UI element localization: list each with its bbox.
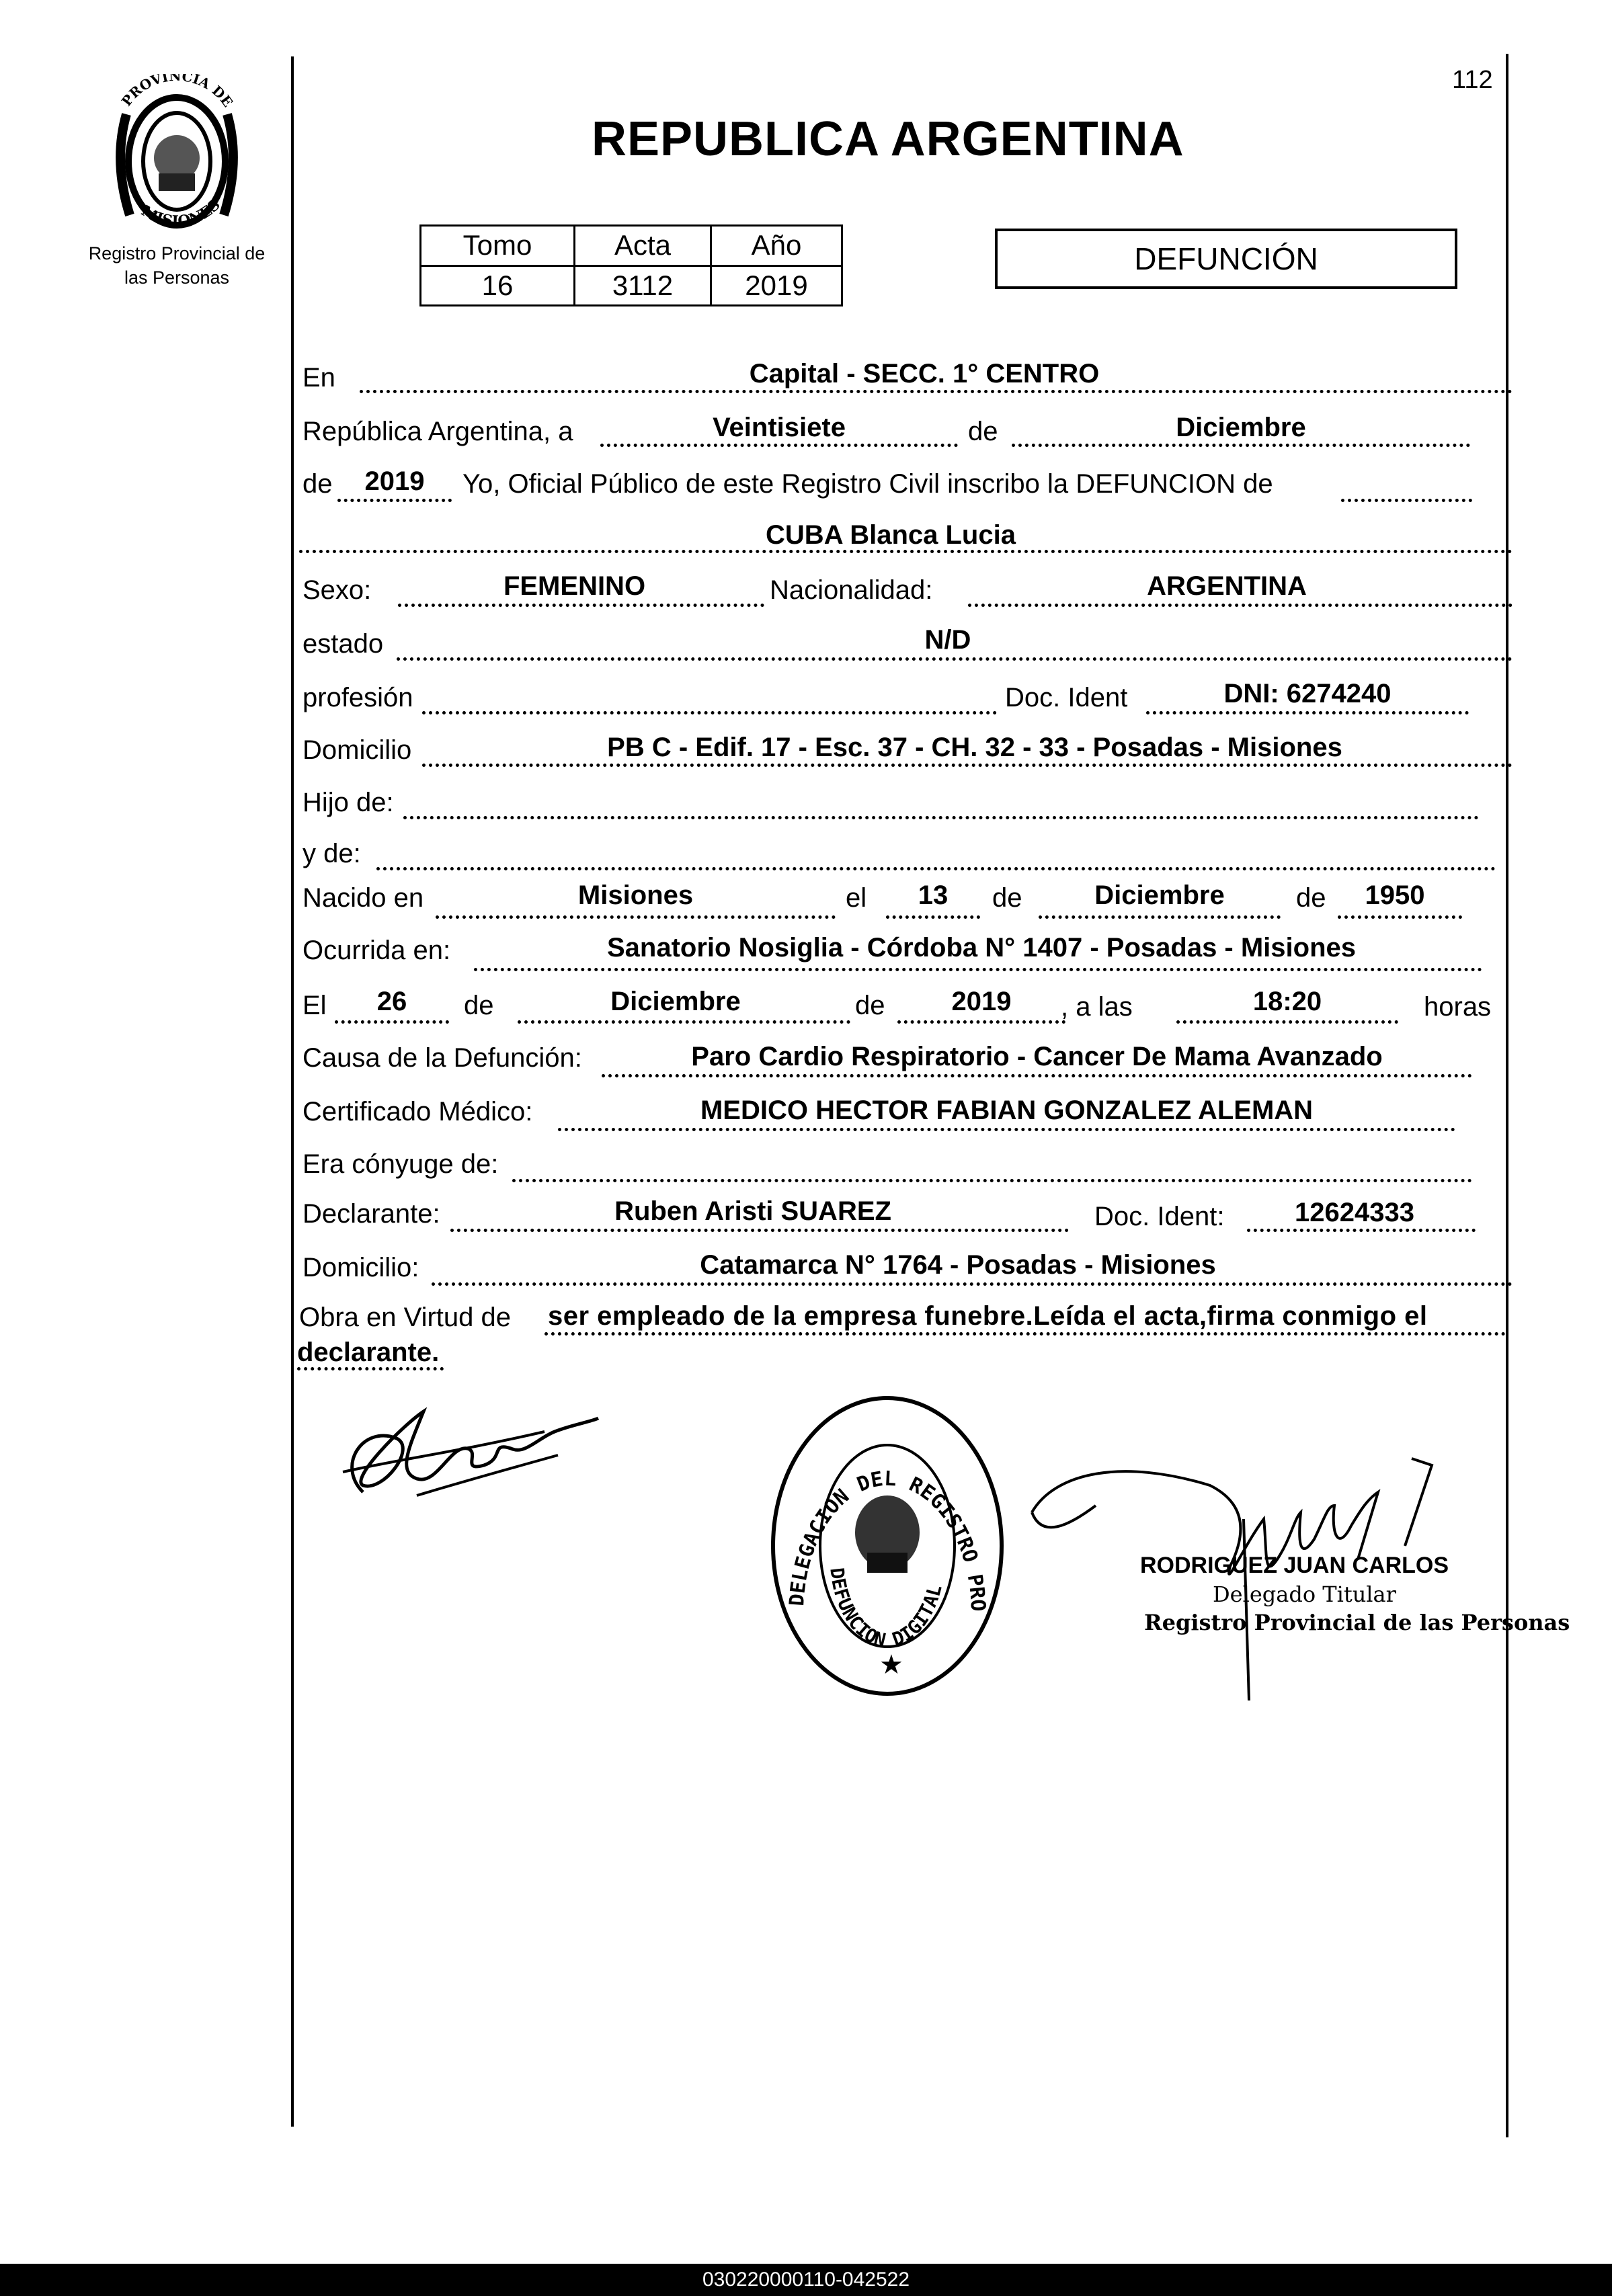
dotted-line: [474, 968, 1482, 971]
dotted-line: [897, 1020, 1065, 1024]
def-mes-value: Diciembre: [610, 987, 741, 1016]
volume-table: [419, 224, 843, 306]
dotted-line: [886, 915, 980, 919]
de-label: de: [1296, 883, 1326, 913]
domicilio2-value: Catamarca N° 1764 - Posadas - Misiones: [700, 1250, 1216, 1280]
svg-text:PROVINCIA DE: PROVINCIA DE: [118, 74, 237, 110]
causa-label: Causa de la Defunción:: [303, 1043, 582, 1073]
svg-text:MISIONES: MISIONES: [138, 196, 224, 231]
official-title: Delegado Titular: [1213, 1582, 1396, 1607]
sexo-value: FEMENINO: [503, 571, 646, 601]
dotted-line: [436, 915, 836, 919]
dotted-line: [1012, 444, 1470, 447]
hora-value: 18:20: [1252, 987, 1322, 1016]
el-fecha-label: El: [303, 991, 327, 1020]
horas-label: horas: [1424, 992, 1492, 1022]
dotted-line: [360, 390, 1513, 393]
oficial-text: Yo, Oficial Público de este Registro Civil inscribo la DEFUNCION de: [462, 469, 1273, 499]
dotted-line: [545, 1332, 1506, 1336]
province-logo: [99, 74, 254, 235]
lugar-value: Capital - SECC. 1° CENTRO: [749, 359, 1100, 388]
conyuge-label: Era cónyuge de:: [303, 1149, 499, 1179]
dotted-line: [422, 711, 997, 714]
dotted-line: [397, 657, 1513, 661]
sexo-label: Sexo:: [303, 575, 372, 605]
a-las-label: , a las: [1061, 992, 1133, 1022]
declarant-signature: [323, 1385, 605, 1519]
official-name: RODRIGUEZ JUAN CARLOS: [1140, 1553, 1449, 1578]
ocurrida-value: Sanatorio Nosiglia - Córdoba N° 1407 - Posadas - Misiones: [606, 933, 1357, 962]
def-dia-value: 26: [376, 987, 407, 1016]
table-header-cell: Acta: [575, 226, 711, 266]
dotted-line: [558, 1128, 1455, 1131]
dotted-line: [398, 604, 764, 607]
domicilio2-label: Domicilio:: [303, 1253, 419, 1282]
dotted-line: [1146, 711, 1469, 714]
hijo-label: Hijo de:: [303, 788, 394, 817]
anio-acta-value: 2019: [364, 466, 425, 496]
anio-value: 2019: [711, 265, 842, 306]
el-label: el: [846, 883, 867, 913]
dotted-line: [337, 499, 452, 502]
ocurrida-label: Ocurrida en:: [303, 936, 451, 965]
domicilio-value: PB C - Edif. 17 - Esc. 37 - CH. 32 - 33 - Posadas - Misiones: [607, 733, 1342, 762]
acta-value: 3112: [575, 265, 711, 306]
left-margin-line: [291, 56, 294, 2127]
doc-ident-value: DNI: 6274240: [1223, 679, 1392, 708]
volume-table-header: [421, 226, 842, 266]
nacionalidad-label: Nacionalidad:: [770, 575, 933, 605]
de-label: de: [303, 469, 333, 499]
nac-anio-value: 1950: [1365, 880, 1425, 910]
dotted-line: [432, 1282, 1513, 1286]
y-de-label: y de:: [303, 839, 361, 868]
dotted-line: [299, 550, 1513, 553]
def-anio-value: 2019: [951, 987, 1012, 1016]
page-number: 112: [1452, 66, 1493, 94]
svg-text:DELEGACION DEL REGISTRO PROVIN: DELEGACION DEL REGISTRO PRO: [785, 1467, 990, 1612]
dotted-line: [376, 867, 1496, 870]
dotted-line: [403, 816, 1479, 819]
dotted-line: [335, 1020, 449, 1024]
svg-text:DEFUNCION DIGITAL: DEFUNCION DIGITAL: [825, 1566, 946, 1652]
declarante-label: Declarante:: [303, 1199, 440, 1229]
tomo-value: 16: [421, 265, 575, 306]
mes-letras-value: Diciembre: [1176, 413, 1306, 442]
dotted-line: [1341, 499, 1472, 502]
dotted-line: [1039, 915, 1281, 919]
republica-label: República Argentina, a: [303, 417, 573, 446]
dia-letras-value: Veintisiete: [713, 413, 846, 442]
footer-code: 030220000110-042522: [0, 2264, 1612, 2296]
obra-label: Obra en Virtud de: [299, 1303, 512, 1332]
profesion-label: profesión: [303, 683, 413, 712]
estado-value: N/D: [924, 625, 971, 655]
doc-ident2-label: Doc. Ident:: [1094, 1202, 1225, 1231]
de-label: de: [464, 991, 494, 1020]
certificado-label: Certificado Médico:: [303, 1097, 533, 1126]
document-type-box: DEFUNCIÓN: [995, 229, 1457, 289]
official-office: Registro Provincial de las Personas: [1144, 1610, 1570, 1635]
obra-value-line2: declarante.: [297, 1338, 440, 1367]
dotted-line: [1338, 915, 1462, 919]
dotted-line: [600, 444, 958, 447]
dotted-line: [1247, 1229, 1476, 1232]
declarante-value: Ruben Aristi SUAREZ: [614, 1196, 891, 1226]
svg-text:★: ★: [879, 1649, 903, 1680]
de-label: de: [992, 883, 1022, 913]
doc-ident-label: Doc. Ident: [1005, 683, 1128, 712]
page-title: REPUBLICA ARGENTINA: [592, 112, 1184, 166]
dotted-line: [602, 1074, 1472, 1077]
domicilio-label: Domicilio: [303, 735, 412, 765]
dotted-line: [297, 1367, 444, 1370]
nac-dia-value: 13: [918, 880, 949, 910]
nombre-value: CUBA Blanca Lucia: [766, 520, 1016, 550]
nac-mes-value: Diciembre: [1094, 880, 1225, 910]
table-header-cell: Año: [711, 226, 842, 266]
official-stamp: [766, 1391, 1008, 1700]
dotted-line: [968, 604, 1513, 607]
obra-value: ser empleado de la empresa funebre.Leída el acta,firma conmigo el: [548, 1301, 1428, 1331]
dotted-line: [1176, 1020, 1398, 1024]
table-header-cell: Tomo: [421, 226, 575, 266]
estado-label: estado: [303, 629, 384, 659]
dotted-line: [422, 764, 1513, 767]
registry-name-line2: las Personas: [124, 268, 230, 288]
nacido-label: Nacido en: [303, 883, 424, 913]
nacionalidad-value: ARGENTINA: [1147, 571, 1307, 601]
nacido-value: Misiones: [577, 880, 694, 910]
de-label: de: [855, 991, 885, 1020]
dotted-line: [450, 1229, 1069, 1232]
de-label: de: [968, 417, 998, 446]
en-label: En: [303, 363, 335, 393]
right-margin-line: [1506, 54, 1508, 2137]
dotted-line: [512, 1179, 1472, 1182]
dotted-line: [518, 1020, 850, 1024]
certificado-value: MEDICO HECTOR FABIAN GONZALEZ ALEMAN: [700, 1096, 1314, 1125]
registry-name-line1: Registro Provincial de: [88, 243, 266, 263]
doc-ident2-value: 12624333: [1295, 1198, 1414, 1227]
volume-table-values: [421, 265, 842, 306]
causa-value: Paro Cardio Respiratorio - Cancer De Mama Avanzado: [691, 1042, 1383, 1071]
